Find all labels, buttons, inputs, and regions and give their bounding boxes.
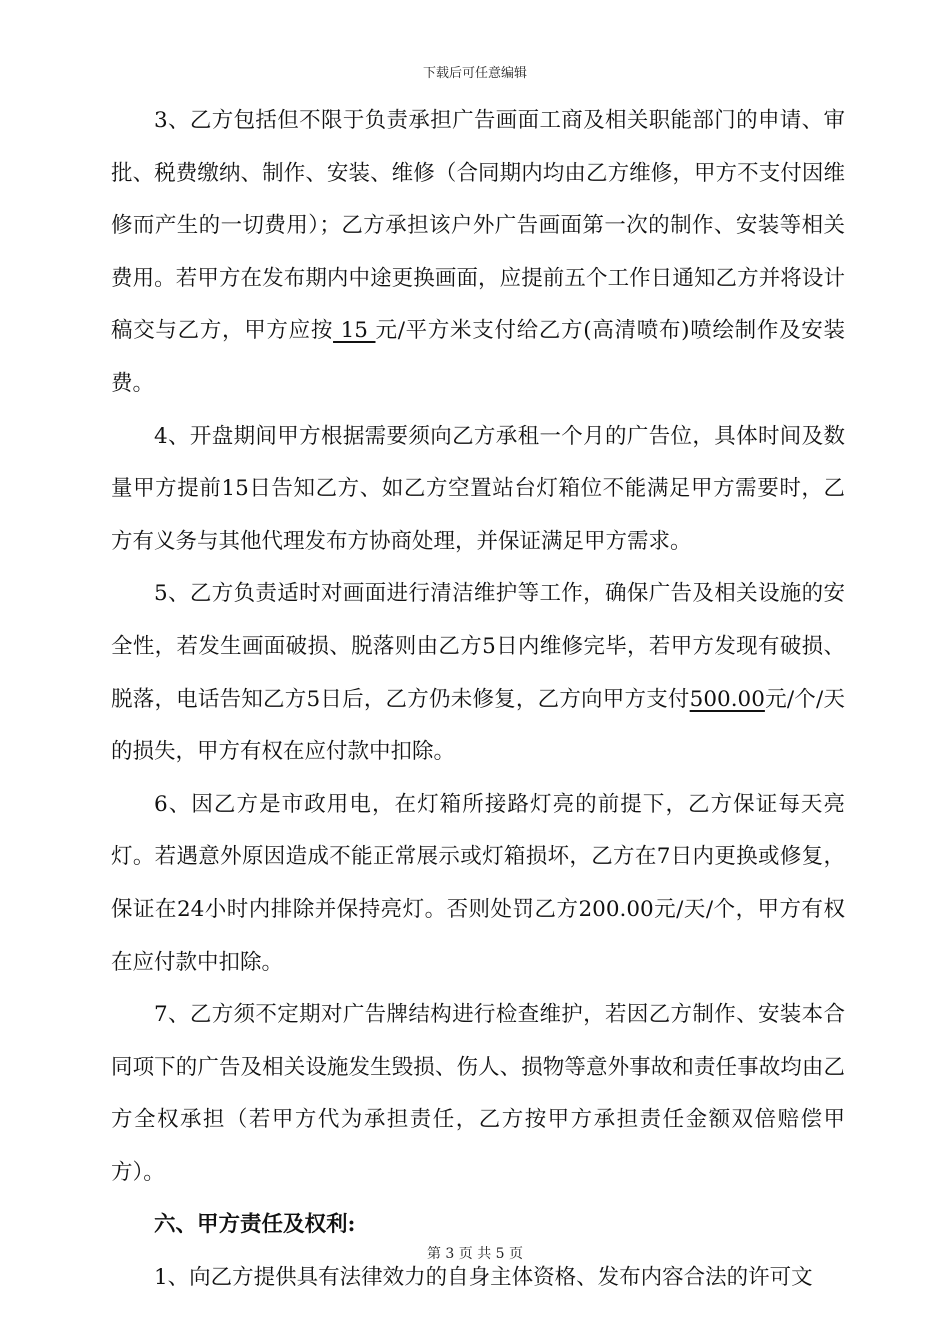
section-6-clause-1: 1、向乙方提供具有法律效力的自身主体资格、发布内容合法的许可文 [154,1265,813,1291]
page-number-footer: 第 3 页 共 5 页 [426,1246,524,1262]
clause-3-text-a: 3、乙方包括但不限于负责承担广告画面工商及相关职能部门的申请、审批、税费缴纳、制作、安装、维修（合同期内均由乙方维修，甲方不支付因维修而产生的一切费用）；乙方承担该户外广告画面第一次的制作、安装等相关费用。若甲方在发布期内中途更换画面，应提前五个工作日通知乙方并将设计稿交与乙方，甲方应按 [111,108,845,344]
document-body [111,95,845,1305]
clause-4: 4、开盘期间甲方根据需要须向乙方承租一个月的广告位，具体时间及数量甲方提前15日告知乙方、如乙方空置站台灯箱位不能满足甲方需要时，乙方有义务与其他代理发布方协商处理，并保证满足甲方需求。 [111,423,845,554]
page-header: 下载后可任意编辑 [422,66,527,81]
clause-5-amount-underlined: 500.00 [689,686,765,712]
clause-6: 6、因乙方是市政用电，在灯箱所接路灯亮的前提下，乙方保证每天亮灯。若遇意外原因造成不能正常展示或灯箱损坏，乙方在7日内更换或修复，保证在24小时内排除并保持亮灯。否则处罚乙方200.00元/天/个，甲方有权在应付款中扣除。 [111,791,845,975]
clause-3-text-b: 元/平方米支付给乙方(高清喷布)喷绘制作及安装费。 [111,318,845,396]
clause-5 [111,568,845,778]
clause-3-price-underlined: 15 [333,318,376,344]
clause-5-text-a: 5、乙方负责适时对画面进行清洁维护等工作，确保广告及相关设施的安全性，若发生画面破损、脱落则由乙方5日内维修完毕，若甲方发现有破损、脱落，电话告知乙方5日后，乙方仍未修复，乙方向甲方支付 [111,581,845,712]
clause-5-text-b: 元/个/天的损失，甲方有权在应付款中扣除。 [111,686,845,765]
section-6-heading: 六、甲方责任及权利: [154,1212,356,1238]
clause-3 [111,95,845,411]
clause-7: 7、乙方须不定期对广告牌结构进行检查维护，若因乙方制作、安装本合同项下的广告及相关设施发生毁损、伤人、损物等意外事故和责任事故均由乙方全权承担（若甲方代为承担责任，乙方按甲方承担责任金额双倍赔偿甲方）。 [111,1002,845,1185]
